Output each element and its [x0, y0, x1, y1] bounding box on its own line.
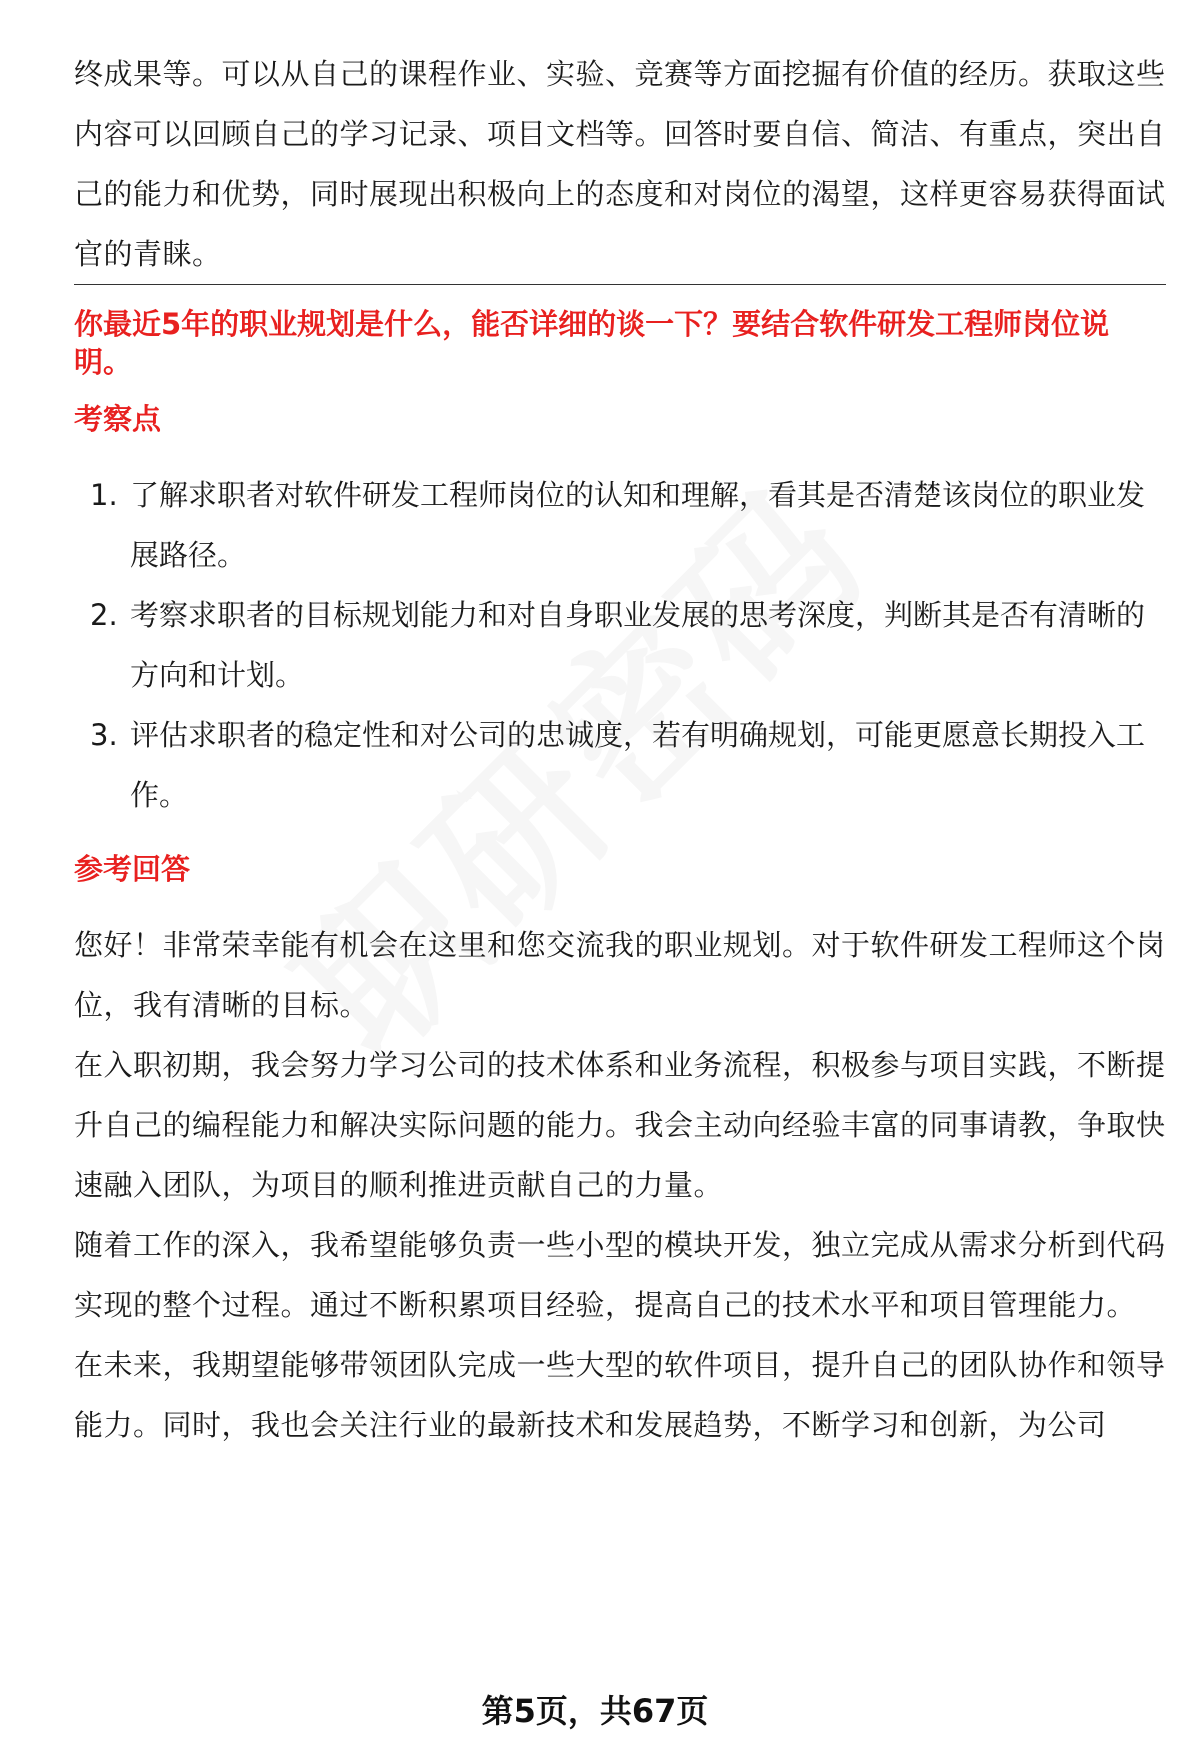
list-item-number: 3.: [90, 718, 118, 752]
answer-paragraph: 在未来，我期望能够带领团队完成一些大型的软件项目，提升自己的团队协作和领导能力。同时，我也会关注行业的最新技术和发展趋势，不断学习和创新，为公司: [74, 1348, 1166, 1442]
list-item-number: 1.: [90, 478, 118, 512]
list-item-text: 了解求职者对软件研发工程师岗位的认知和理解，看其是否清楚该岗位的职业发展路径。: [130, 478, 1146, 572]
intro-paragraph: 终成果等。可以从自己的课程作业、实验、竞赛等方面挖掘有价值的经历。获取这些内容可以回顾自己的学习记录、项目文档等。回答时要自信、简洁、有重点，突出自己的能力和优势，同时展现出积极向上的态度和对岗位的渴望，这样更容易获得面试官的青睐。: [74, 57, 1166, 271]
list-item-text: 评估求职者的稳定性和对公司的忠诚度，若有明确规划，可能更愿意长期投入工作。: [130, 718, 1146, 812]
answer-paragraph: 在入职初期，我会努力学习公司的技术体系和业务流程，积极参与项目实践，不断提升自己的编程能力和解决实际问题的能力。我会主动向经验丰富的同事请教，争取快速融入团队，为项目的顺利推进贡献自己的力量。: [74, 1048, 1166, 1202]
answer-paragraph: 您好！非常荣幸能有机会在这里和您交流我的职业规划。对于软件研发工程师这个岗位，我有清晰的目标。: [74, 928, 1166, 1022]
points-heading: 考察点: [74, 402, 162, 436]
list-item: [74, 465, 1166, 585]
section-divider: [74, 284, 1166, 285]
list-item-number: 2.: [90, 598, 118, 632]
page-number-footer: 第5页，共67页: [481, 1692, 709, 1730]
list-item: [74, 705, 1166, 825]
list-item: [74, 585, 1166, 705]
answer-paragraph: 随着工作的深入，我希望能够负责一些小型的模块开发，独立完成从需求分析到代码实现的整个过程。通过不断积累项目经验，提高自己的技术水平和项目管理能力。: [74, 1228, 1166, 1322]
page-content: [74, 44, 1166, 1455]
answer-heading: 参考回答: [74, 852, 191, 886]
list-item-text: 考察求职者的目标规划能力和对自身职业发展的思考深度，判断其是否有清晰的方向和计划。: [130, 598, 1146, 692]
points-list: [74, 465, 1166, 825]
question-title: 你最近5年的职业规划是什么，能否详细的谈一下？要结合软件研发工程师岗位说明。: [74, 307, 1110, 379]
